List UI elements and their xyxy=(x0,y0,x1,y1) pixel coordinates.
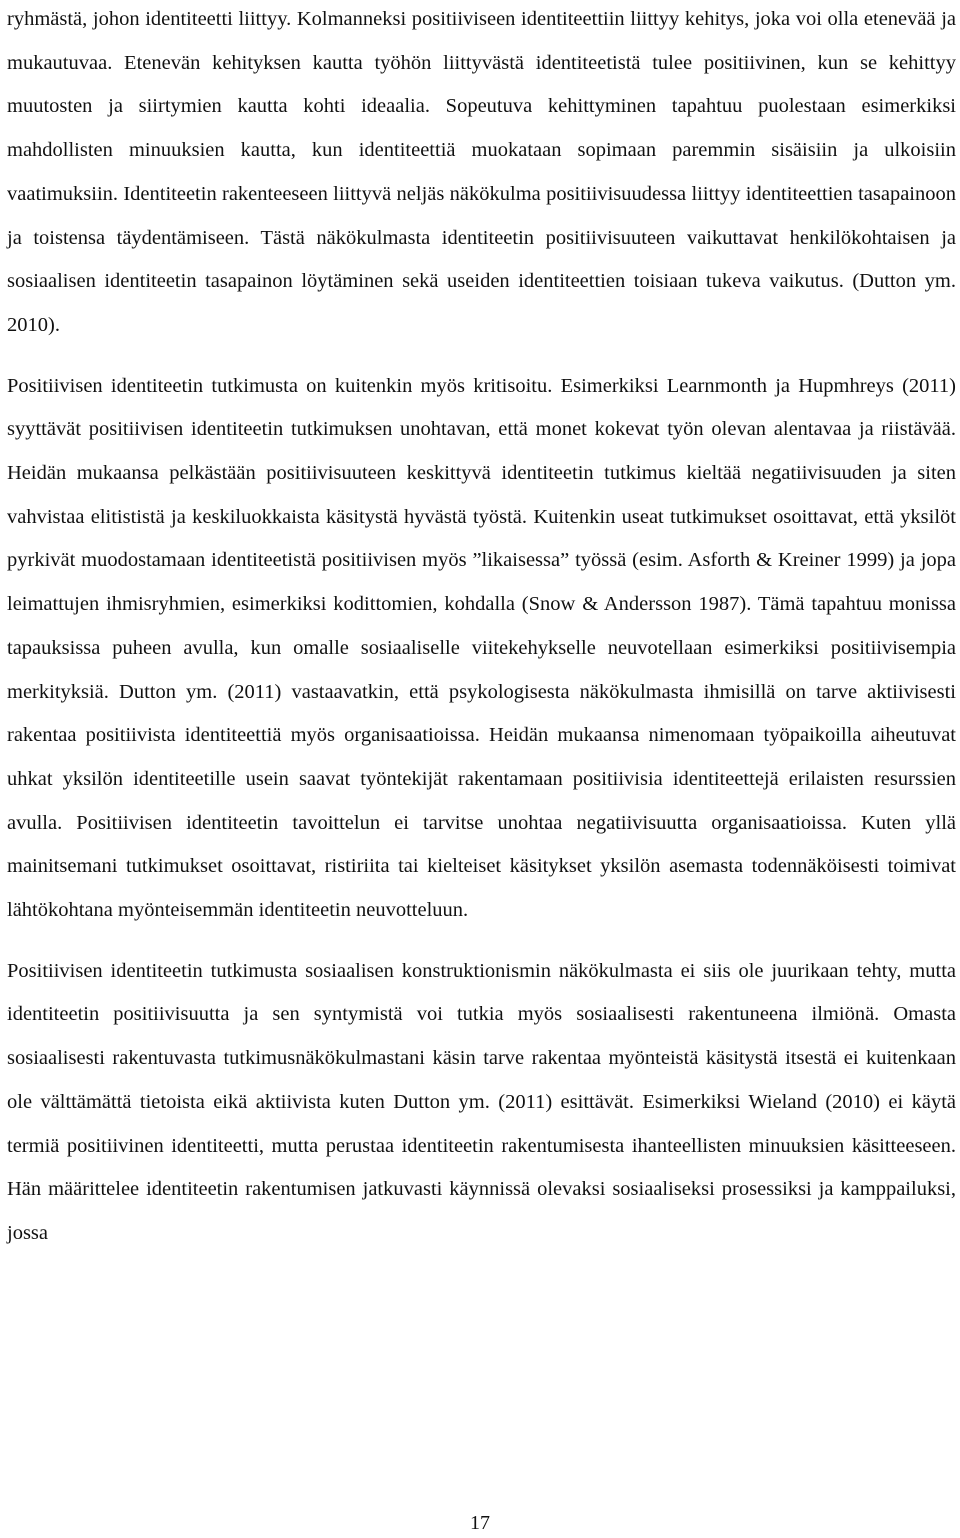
document-page xyxy=(7,0,956,1256)
paragraph-1: ryhmästä, johon identiteetti liittyy. Kolmanneksi positiiviseen identiteettiin liittyy kehitys, joka voi olla etenevää ja mukautuvaa. Etenevän kehityksen kautta työhön liittyvästä identiteetistä tulee positiivinen, kun se kehittyy muutosten ja siirtymien kautta kohti ideaalia. Sopeutuva kehittyminen tapahtuu puolestaan esimerkiksi mahdollisten minuuksien kautta, kun identiteettiä muokataan sopimaan paremmin sisäisiin ja ulkoisiin vaatimuksiin. Identiteetin rakenteeseen liittyvä neljäs näkökulma positiivisuudessa liittyy identiteettien tasapainoon ja toistensa täydentämiseen. Tästä näkökulmasta identiteetin positiivisuuteen vaikuttavat henkilökohtaisen ja sosiaalisen identiteetin tasapainon löytäminen sekä useiden identiteettien toisiaan tukeva vaikutus. (Dutton ym. 2010). xyxy=(7,8,956,336)
page-number: 17 xyxy=(470,1512,490,1534)
paragraph-3: Positiivisen identiteetin tutkimusta sosiaalisen konstruktionismin näkökulmasta ei siis ole juurikaan tehty, mutta identiteetin positiivisuutta ja sen syntymistä voi tutkia myös sosiaalisesti rakentuneena ilmiönä. Omasta sosiaalisesti rakentuvasta tutkimusnäkökulmastani käsin tarve rakentaa myönteistä käsitystä itsestä ei kuitenkaan ole välttämättä tietoista eikä aktiivista kuten Dutton ym. (2011) esittävät. Esimerkiksi Wieland (2010) ei käytä termiä positiivinen identiteetti, mutta perustaa identiteetin rakentumisesta ihanteellisten minuuksien käsitteeseen. Hän määrittelee identiteetin rakentumisen jatkuvasti käynnissä olevaksi sosiaaliseksi prosessiksi ja kamppailuksi, jossa xyxy=(7,959,956,1244)
paragraph-2: Positiivisen identiteetin tutkimusta on kuitenkin myös kritisoitu. Esimerkiksi Learnmonth ja Hupmhreys (2011) syyttävät positiivisen identiteetin tutkimuksen unohtavan, että monet kokevat työn olevan alentavaa ja riistävää. Heidän mukaansa pelkästään positiivisuuteen keskittyvä identiteetin tutkimus kieltää negatiivisuuden ja siten vahvistaa elitististä ja keskiluokkaista käsitystä hyvästä työstä. Kuitenkin useat tutkimukset osoittavat, että yksilöt pyrkivät muodostamaan identiteetistä positiivisen myös ”likaisessa” työssä (esim. Asforth & Kreiner 1999) ja jopa leimattujen ihmisryhmien, esimerkiksi kodittomien, kohdalla (Snow & Andersson 1987). Tämä tapahtuu monissa tapauksissa puheen avulla, kun omalle sosiaaliselle viitekehykselle neuvotellaan esimerkiksi positiivisempia merkityksiä. Dutton ym. (2011) vastaavatkin, että psykologisesta näkökulmasta ihmisillä on tarve aktiivisesti rakentaa positiivista identiteettiä myös organisaatioissa. Heidän mukaansa nimenomaan työpaikoilla aiheutuvat uhkat yksilön identiteetille usein saavat työntekijät rakentamaan positiivisia identiteettejä erilaisten resurssien avulla. Positiivisen identiteetin tavoittelun ei tarvitse unohtaa negatiivisuutta organisaatioissa. Kuten yllä mainitsemani tutkimukset osoittavat, ristiriita tai kielteiset käsitykset yksilön asemasta todennäköisesti toimivat lähtökohtana myönteisemmän identiteetin neuvotteluun. xyxy=(7,374,956,922)
